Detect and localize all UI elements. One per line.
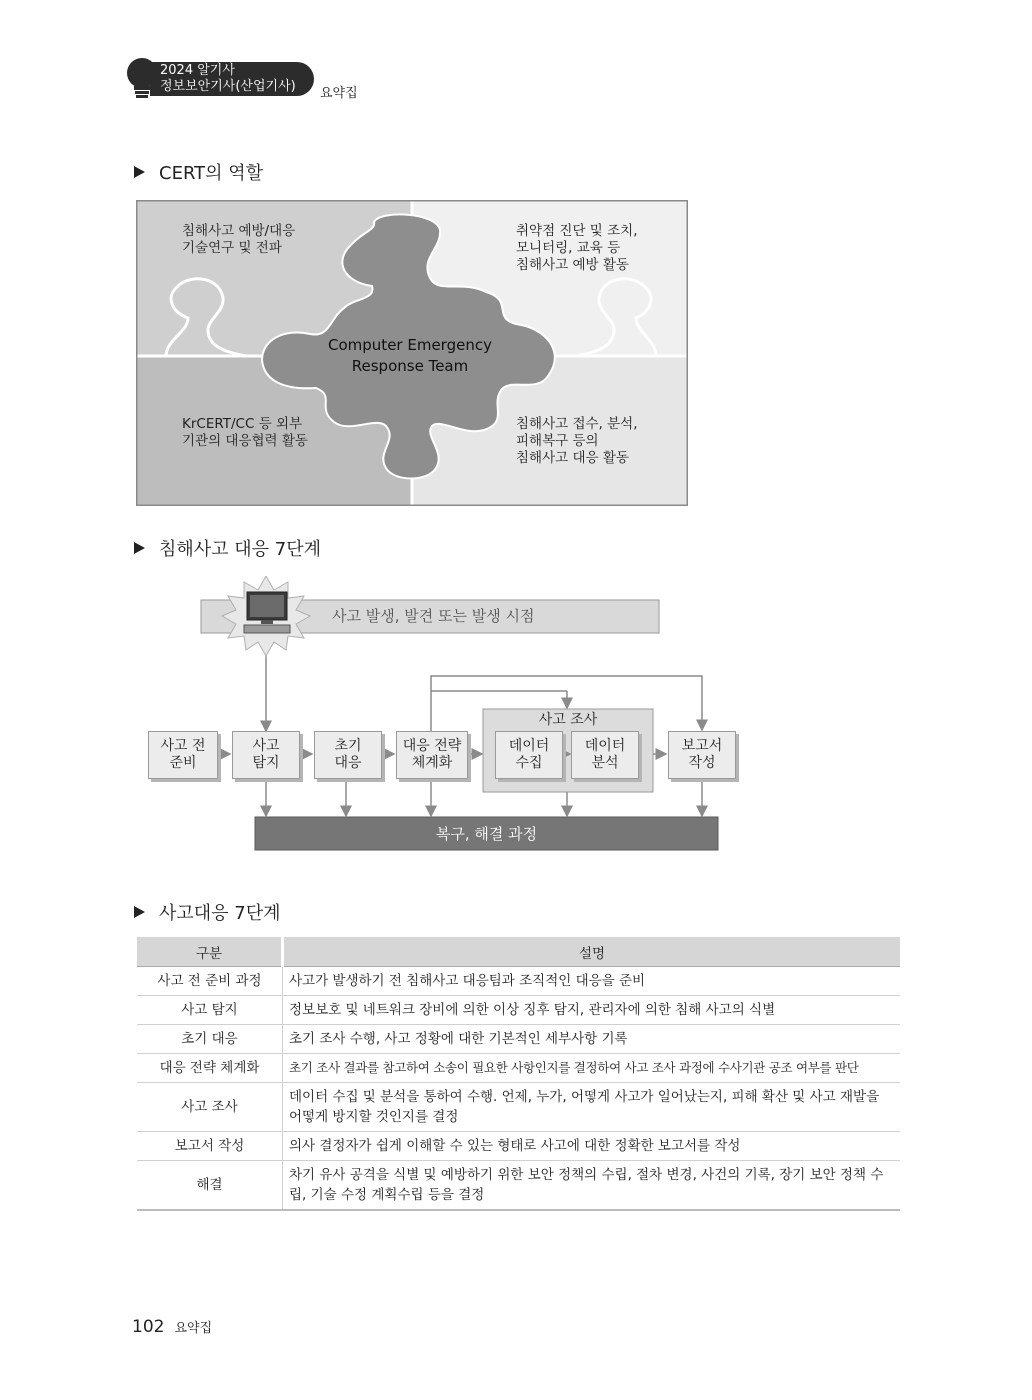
triangle-bullet-icon	[134, 542, 145, 554]
row-desc: 정보보호 및 네트워크 장비에 의한 이상 징후 탐지, 관리자에 의한 침해 사고의 식별	[283, 996, 901, 1025]
cert-role-response: 침해사고 접수, 분석, 피해복구 등의 침해사고 대응 활동	[516, 416, 638, 466]
row-key: 해결	[137, 1161, 283, 1211]
cert-role-research: 침해사고 예방/대응 기술연구 및 전파	[182, 223, 296, 256]
table-row	[137, 1083, 900, 1132]
page-footer	[132, 1317, 212, 1337]
triangle-bullet-icon	[134, 166, 145, 178]
table-row	[137, 1132, 900, 1161]
row-key: 사고 탐지	[137, 996, 283, 1025]
book-badge	[150, 62, 314, 96]
row-key: 사고 전 준비 과정	[137, 967, 283, 996]
row-key: 사고 조사	[137, 1083, 283, 1132]
section-title-incident-7-steps: 침해사고 대응 7단계	[134, 535, 321, 561]
row-desc: 초기 조사 수행, 사고 정황에 대한 기본적인 세부사항 기록	[283, 1025, 901, 1054]
step-data-collection: 데이터 수집	[495, 731, 563, 779]
step-incident-detection: 사고 탐지	[232, 731, 300, 779]
section-title-cert-role: CERT의 역할	[134, 159, 263, 185]
row-key: 보고서 작성	[137, 1132, 283, 1161]
step-pre-incident-prep: 사고 전 준비	[148, 731, 218, 779]
table-row	[137, 967, 900, 996]
triangle-bullet-icon	[134, 906, 145, 918]
row-desc: 차기 유사 공격을 식별 및 예방하기 위한 보안 정책의 수립, 절차 변경, 사건의 기록, 장기 보안 정책 수립, 기술 수정 계획수립 등을 결정	[283, 1161, 901, 1211]
table-row	[137, 1161, 900, 1211]
table-row	[137, 1054, 900, 1083]
cert-role-cooperation: KrCERT/CC 등 외부 기관의 대응협력 활동	[182, 416, 308, 449]
computer-icon	[244, 592, 290, 633]
column-header-description: 설명	[283, 937, 901, 967]
row-desc: 사고가 발생하기 전 침해사고 대응팀과 조직적인 대응을 준비	[283, 967, 901, 996]
table-row	[137, 1025, 900, 1054]
column-header-category: 구분	[137, 937, 283, 967]
step-data-analysis: 데이터 분석	[571, 731, 639, 779]
badge-line1: 2024 알기사	[160, 63, 235, 78]
row-key: 대응 전략 체계화	[137, 1054, 283, 1083]
row-desc: 데이터 수집 및 분석을 통하여 수행. 언제, 누가, 어떻게 사고가 일어났는지, 피해 확산 및 사고 재발을 어떻게 방지할 것인지를 결정	[283, 1083, 901, 1132]
step-report-writing: 보고서 작성	[668, 731, 736, 779]
investigation-group-label: 사고 조사	[538, 712, 598, 728]
cert-puzzle-diagram	[136, 200, 688, 506]
section-title-response-7-steps: 사고대응 7단계	[134, 899, 281, 925]
footer-label: 요약집	[174, 1321, 213, 1336]
recovery-bar: 복구, 해결 과정	[435, 825, 538, 843]
cert-role-prevention: 취약점 진단 및 조치, 모니터링, 교육 등 침해사고 예방 활동	[516, 223, 638, 273]
incident-occurrence-bar: 사고 발생, 발견 또는 발생 시점	[332, 607, 535, 625]
row-desc: 초기 조사 결과를 참고하여 소송이 필요한 사항인지를 결정하여 사고 조사 과정에 수사기관 공조 여부를 판단	[283, 1054, 901, 1083]
response-steps-table	[137, 937, 900, 1211]
step-initial-response: 초기 대응	[314, 731, 382, 779]
badge-line2: 정보보안기사(산업기사)	[160, 79, 296, 94]
row-desc: 의사 결정자가 쉽게 이해할 수 있는 형태로 사고에 대한 정확한 보고서를 작성	[283, 1132, 901, 1161]
table-header-row	[137, 937, 900, 967]
page-number: 102	[132, 1317, 165, 1337]
table-row	[137, 996, 900, 1025]
badge-subtitle: 요약집	[320, 86, 358, 101]
step-response-strategy: 대응 전략 체계화	[396, 731, 468, 779]
cert-center-label: Computer Emergency Response Team	[328, 336, 492, 375]
row-key: 초기 대응	[137, 1025, 283, 1054]
incident-flow-diagram	[146, 576, 746, 856]
